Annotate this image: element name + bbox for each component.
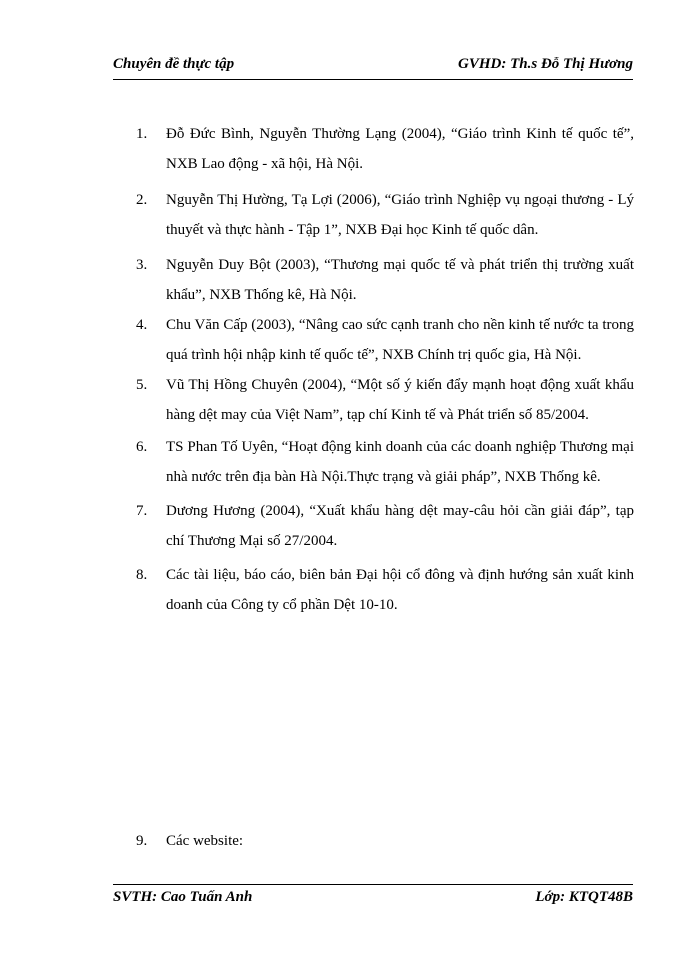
reference-text: Các tài liệu, báo cáo, biên bản Đại hội cổ đông và định hướng sản xuất kinh doanh của Công ty cổ phần Dệt 10-10.: [166, 567, 634, 613]
reference-number: 9.: [136, 833, 148, 849]
reference-text: Nguyễn Duy Bột (2003), “Thương mại quốc tế và phát triển thị trường xuất khẩu”, NXB Thống kê, Hà Nội.: [166, 257, 634, 303]
reference-number: 1.: [136, 126, 148, 142]
reference-item: [136, 370, 634, 430]
reference-text: Vũ Thị Hồng Chuyên (2004), “Một số ý kiến đẩy mạnh hoạt động xuất khẩu hàng dệt may của Việt Nam”, tạp chí Kinh tế và Phát triển số 85/2004.: [166, 377, 634, 423]
reference-item: [136, 185, 634, 245]
reference-number: 4.: [136, 317, 148, 333]
reference-number: 7.: [136, 503, 148, 519]
reference-text: Dương Hương (2004), “Xuất khẩu hàng dệt may-câu hỏi cần giải đáp”, tạp chí Thương Mại số 27/2004.: [166, 503, 634, 549]
footer-rule: [113, 884, 633, 885]
header-report-title: Chuyên đề thực tập: [113, 56, 235, 72]
reference-item: [136, 310, 634, 370]
reference-text: Các website:: [166, 833, 244, 849]
reference-list: [136, 119, 634, 620]
reference-text: Đỗ Đức Bình, Nguyễn Thường Lạng (2004), “Giáo trình Kinh tế quốc tế”, NXB Lao động - xã hội, Hà Nội.: [166, 126, 634, 172]
footer-student: SVTH: Cao Tuấn Anh: [113, 889, 253, 905]
reference-item: [136, 119, 634, 179]
header-supervisor: GVHD: Th.s Đỗ Thị Hương: [458, 56, 633, 72]
reference-number: 2.: [136, 192, 148, 208]
reference-text: Nguyễn Thị Hường, Tạ Lợi (2006), “Giáo trình Nghiệp vụ ngoại thương - Lý thuyết và thực hành - Tập 1”, NXB Đại học Kinh tế quốc dân.: [166, 192, 634, 238]
reference-item: [136, 496, 634, 556]
header-rule: [113, 79, 633, 80]
reference-text: Chu Văn Cấp (2003), “Nâng cao sức cạnh tranh cho nền kinh tế nước ta trong quá trình hội nhập kinh tế quốc tế”, NXB Chính trị quốc gia, Hà Nội.: [166, 317, 634, 363]
reference-number: 5.: [136, 377, 148, 393]
reference-number: 8.: [136, 567, 148, 583]
reference-item: [136, 250, 634, 310]
reference-text: TS Phan Tố Uyên, “Hoạt động kinh doanh của các doanh nghiệp Thương mại nhà nước trên địa bàn Hà Nội.Thực trạng và giải pháp”, NXB Thống kê.: [166, 439, 634, 485]
reference-number: 3.: [136, 257, 148, 273]
page-footer: [113, 889, 633, 911]
page-header: [113, 56, 633, 78]
reference-item: [136, 560, 634, 620]
footer-class: Lớp: KTQT48B: [535, 889, 633, 905]
reference-number: 6.: [136, 439, 148, 455]
reference-item-websites: [136, 826, 664, 856]
reference-item: [136, 432, 634, 492]
